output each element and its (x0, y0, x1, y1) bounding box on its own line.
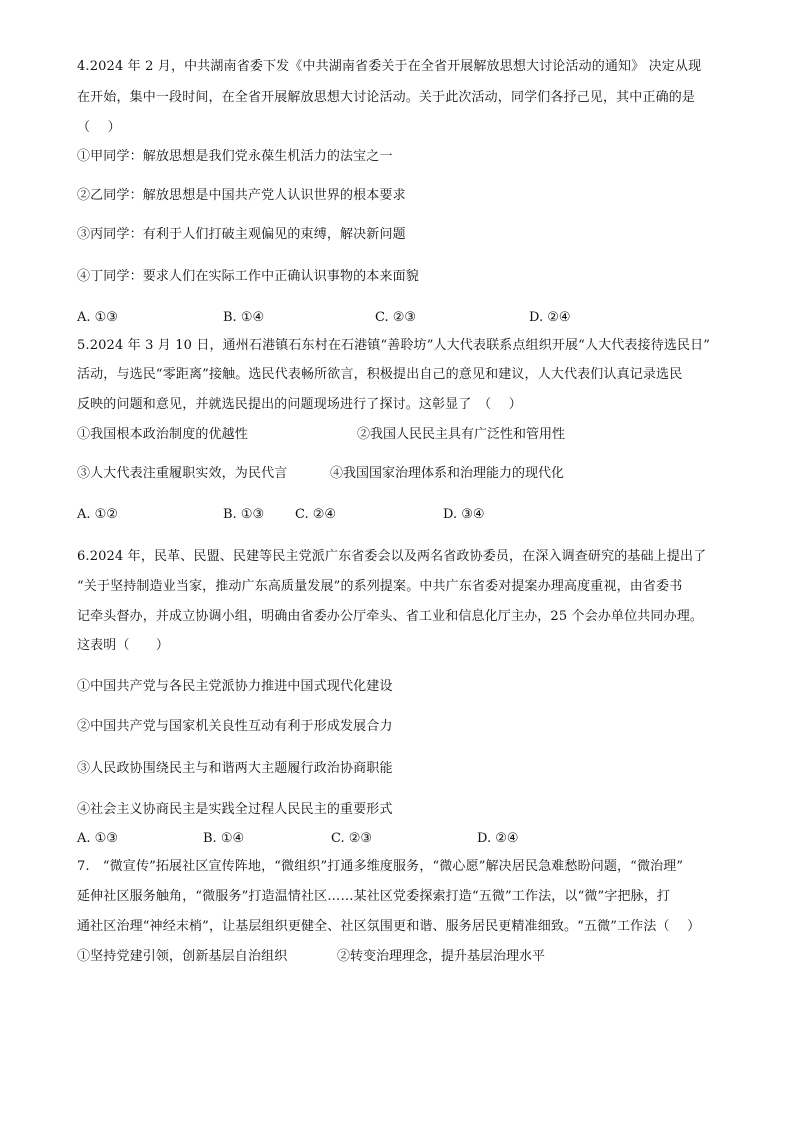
question-5-option-d: D. ③④ (443, 507, 485, 522)
question-5-stem-line-1: 5.2024 年 3 月 10 日，通州石港镇石东村在石港镇“善聆坊”人大代表联系点组织开展“人大代表接待选民日” (77, 338, 711, 353)
question-4-option-c: C. ②③ (375, 310, 417, 325)
question-4-stem-line-3: （ ） (77, 120, 121, 135)
question-5-option-c: C. ②④ (295, 507, 337, 522)
question-4-item-4: ④丁同学：要求人们在实际工作中正确认识事物的本来面貌 (77, 269, 419, 284)
question-4-stem-line-2: 在开始，集中一段时间，在全省开展解放思想大讨论活动。关于此次活动，同学们各抒己见，其中正确的是 (77, 90, 696, 105)
question-5-item-4: ④我国国家治理体系和治理能力的现代化 (330, 466, 565, 481)
question-6-option-b: B. ①④ (203, 831, 245, 846)
question-6-stem-line-3: 记牵头督办，并成立协调小组，明确由省委办公厅牵头、省工业和信息化厅主办，25 个会办单位共同办理。 (77, 609, 704, 624)
question-4-option-b: B. ①④ (223, 310, 265, 325)
question-6-option-d: D. ②④ (477, 831, 519, 846)
question-7-stem-line-2: 延伸社区服务触角，“微服务”打造温情社区……某社区党委探索打造“五微”工作法，以“微”字把脉，打 (77, 889, 671, 904)
question-6-stem-line-1: 6.2024 年，民革、民盟、民建等民主党派广东省委会以及两名省政协委员，在深入调查研究的基础上提出了 (77, 549, 707, 564)
question-4-item-1: ①甲同学：解放思想是我们党永葆生机活力的法宝之一 (77, 149, 393, 164)
question-7-item-1: ①坚持党建引领，创新基层自治组织 (77, 949, 288, 964)
question-7-stem-line-1: 7. “微宣传”拓展社区宣传阵地，“微组织”打通多维度服务，“微心愿”解决居民急难愁盼问题，“微治理” (77, 859, 684, 874)
question-6-item-2: ②中国共产党与国家机关良性互动有利于形成发展合力 (77, 719, 393, 734)
question-4-item-2: ②乙同学：解放思想是中国共产党人认识世界的根本要求 (77, 188, 406, 203)
question-6-stem-line-4: 这表明（ ） (77, 638, 170, 653)
question-5-item-2: ②我国人民民主具有广泛性和管用性 (357, 427, 566, 442)
question-5-item-1: ①我国根本政治制度的优越性 (77, 427, 248, 442)
question-4-stem-line-1: 4.2024 年 2 月，中共湖南省委下发《中共湖南省委关于在全省开展解放思想大讨论活动的通知》 决定从现 (77, 59, 702, 74)
question-7-item-2: ②转变治理理念，提升基层治理水平 (337, 949, 546, 964)
question-4-option-a: A. ①③ (77, 310, 118, 325)
question-4-item-3: ③丙同学：有利于人们打破主观偏见的束缚，解决新问题 (77, 227, 406, 242)
question-5-option-a: A. ①② (77, 507, 118, 522)
question-6-item-4: ④社会主义协商民主是实践全过程人民民主的重要形式 (77, 802, 393, 817)
question-6-item-1: ①中国共产党与各民主党派协力推进中国式现代化建设 (77, 679, 393, 694)
question-6-stem-line-2: “关于坚持制造业当家，推动广东高质量发展”的系列提案。中共广东省委对提案办理高度重视，由省委书 (77, 579, 683, 594)
question-4-option-d: D. ②④ (529, 310, 571, 325)
question-7-stem-line-3: 通社区治理“神经末梢”，让基层组织更健全、社区氛围更和谐、服务居民更精准细致。“五微”工作法（ ） (77, 919, 701, 934)
question-6-option-c: C. ②③ (331, 831, 373, 846)
question-5-stem-line-3: 反映的问题和意见，并就选民提出的问题现场进行了探讨。这彰显了 （ ） (77, 397, 522, 412)
question-5-stem-line-2: 活动，与选民“零距离”接触。选民代表畅所欲言，积极提出自己的意见和建议，人大代表们认真记录选民 (77, 367, 683, 382)
question-5-item-3: ③人大代表注重履职实效，为民代言 (77, 466, 288, 481)
question-6-option-a: A. ①③ (77, 831, 118, 846)
question-5-option-b: B. ①③ (223, 507, 265, 522)
question-6-item-3: ③人民政协围绕民主与和谐两大主题履行政治协商职能 (77, 761, 393, 776)
